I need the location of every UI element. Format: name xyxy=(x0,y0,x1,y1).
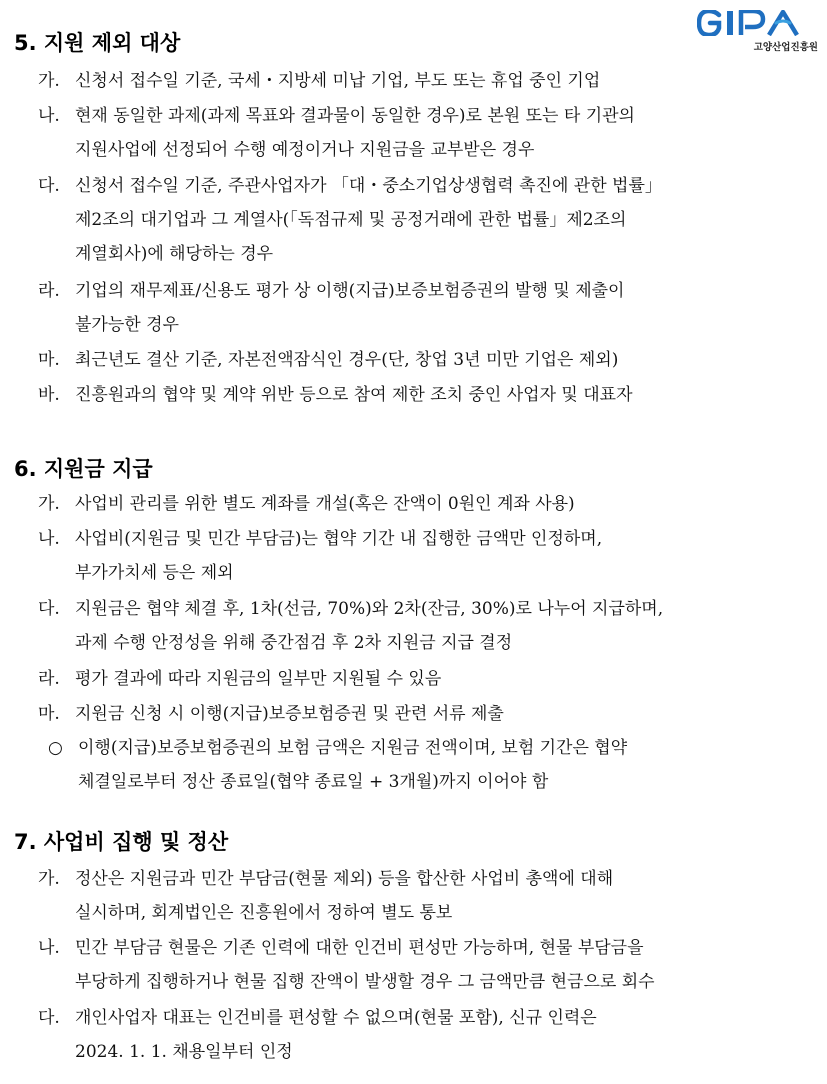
section-title: 5. 지원 제외 대상 xyxy=(14,31,181,55)
section-title: 7. 사업비 집행 및 정산 xyxy=(14,830,229,854)
item-marker: 가. xyxy=(38,71,60,91)
item-text: 최근년도 결산 기준, 자본전액잠식인 경우(단, 창업 3년 미만 기업은 제외) xyxy=(75,350,619,370)
item-marker: 가. xyxy=(38,869,60,889)
item-text: 진흥원과의 협약 및 계약 위반 등으로 참여 제한 조치 중인 사업자 및 대표자 xyxy=(75,385,633,405)
gipa-logo-icon xyxy=(697,10,815,36)
item-text: 지원금은 협약 체결 후, 1차(선금, 70%)와 2차(잔금, 30%)로 나누어 지급하며, xyxy=(75,599,664,619)
item-marker: 나. xyxy=(38,938,60,958)
item-text: 실시하며, 회계법인은 진흥원에서 정하여 별도 통보 xyxy=(75,903,453,923)
gipa-logo xyxy=(694,10,820,53)
item-text: 계열회사)에 해당하는 경우 xyxy=(75,244,274,264)
item-text: 과제 수행 안정성을 위해 중간점검 후 2차 지원금 지급 결정 xyxy=(75,633,513,653)
item-text: 제2조의 대기업과 그 계열사(「독점규제 및 공정거래에 관한 법률」제2조의 xyxy=(75,210,627,230)
item-marker: 바. xyxy=(38,385,60,405)
item-text: 신청서 접수일 기준, 국세・지방세 미납 기업, 부도 또는 휴업 중인 기업 xyxy=(75,71,601,91)
item-text: 불가능한 경우 xyxy=(75,315,179,335)
item-text: 평가 결과에 따라 지원금의 일부만 지원될 수 있음 xyxy=(75,669,442,689)
item-text: 신청서 접수일 기준, 주관사업자가 「대・중소기업상생협력 촉진에 관한 법률」 xyxy=(75,176,662,196)
logo-mark xyxy=(697,10,815,36)
item-text: 개인사업자 대표는 인건비를 편성할 수 없으며(현물 포함), 신규 인력은 xyxy=(75,1008,597,1028)
item-text: 지원사업에 선정되어 수행 예정이거나 지원금을 교부받은 경우 xyxy=(75,140,535,160)
item-text: 부가가치세 등은 제외 xyxy=(75,563,234,583)
item-text: 부당하게 집행하거나 현물 집행 잔액이 발생할 경우 그 금액만큼 현금으로 회수 xyxy=(75,972,655,992)
item-marker: 나. xyxy=(38,529,60,549)
item-text: 사업비(지원금 및 민간 부담금)는 협약 기간 내 집행한 금액만 인정하며, xyxy=(75,529,603,549)
item-text: 지원금 신청 시 이행(지급)보증보험증권 및 관련 서류 제출 xyxy=(75,704,504,724)
circle-bullet-icon: ○ xyxy=(48,738,63,758)
item-text: 정산은 지원금과 민간 부담금(현물 제외) 등을 합산한 사업비 총액에 대해 xyxy=(75,869,614,889)
item-marker: 가. xyxy=(38,494,60,514)
note-text: 이행(지급)보증보험증권의 보험 금액은 지원금 전액이며, 보험 기간은 협약 xyxy=(78,738,628,758)
item-text: 현재 동일한 과제(과제 목표와 결과물이 동일한 경우)로 본원 또는 타 기관의 xyxy=(75,106,635,126)
item-marker: 다. xyxy=(38,1008,60,1028)
item-marker: 마. xyxy=(38,350,60,370)
note-text: 체결일로부터 정산 종료일(협약 종료일 + 3개월)까지 이어야 함 xyxy=(78,772,549,792)
item-marker: 다. xyxy=(38,176,60,196)
item-text: 사업비 관리를 위한 별도 계좌를 개설(혹은 잔액이 0원인 계좌 사용) xyxy=(75,494,575,514)
item-marker: 나. xyxy=(38,106,60,126)
item-marker: 다. xyxy=(38,599,60,619)
item-text: 2024. 1. 1. 채용일부터 인정 xyxy=(75,1042,293,1062)
item-marker: 라. xyxy=(38,281,60,301)
item-text: 기업의 재무제표/신용도 평가 상 이행(지급)보증보험증권의 발행 및 제출이 xyxy=(75,281,625,301)
section-title: 6. 지원금 지급 xyxy=(14,457,153,481)
item-marker: 라. xyxy=(38,669,60,689)
logo-subtitle: 고양산업진흥원 xyxy=(753,42,818,53)
item-marker: 마. xyxy=(38,704,60,724)
item-text: 민간 부담금 현물은 기존 인력에 대한 인건비 편성만 가능하며, 현물 부담금을 xyxy=(75,938,644,958)
